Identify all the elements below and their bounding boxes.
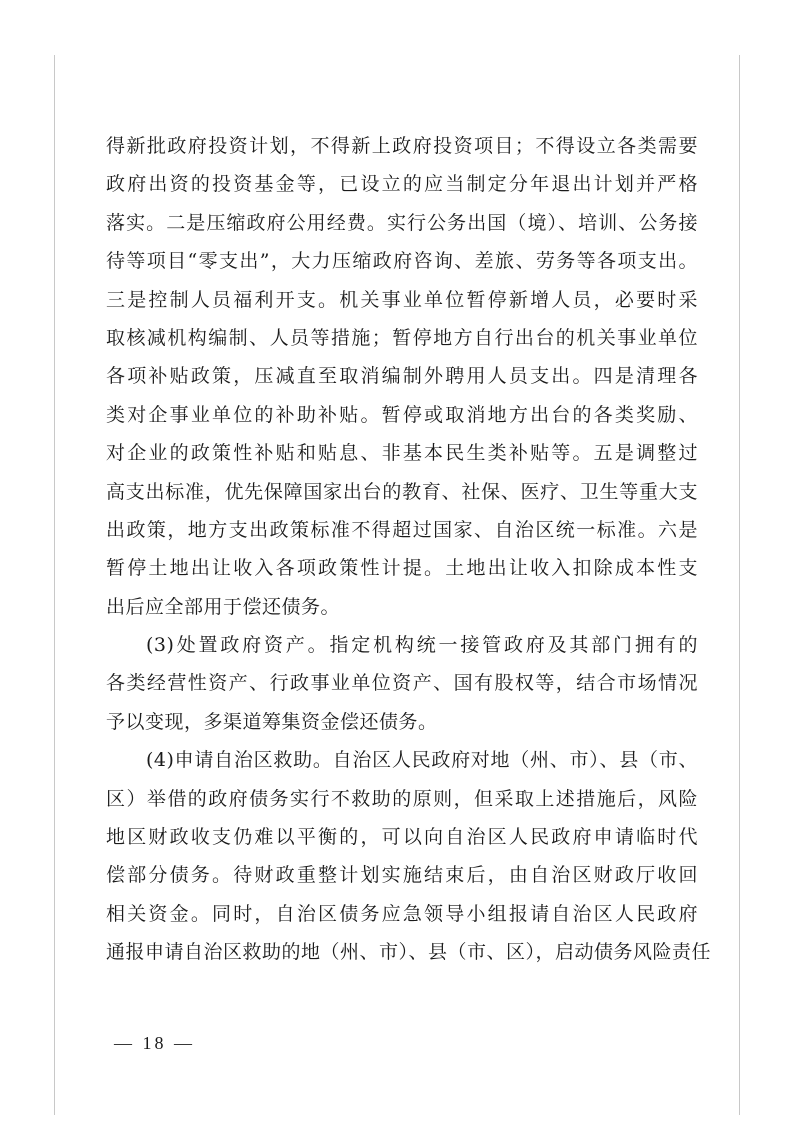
text-line: 各项补贴政策，压减直至取消编制外聘用人员支出。四是清理各: [106, 365, 698, 388]
right-margin-line: [739, 55, 740, 1115]
text-line: 三是控制人员福利开支。机关事业单位暂停新增人员，必要时采: [106, 288, 698, 311]
text-line: 出政策，地方支出政策标准不得超过国家、自治区统一标准。六是: [106, 518, 698, 541]
text-line: 暂停土地出让收入各项政策性计提。土地出让收入扣除成本性支: [106, 557, 698, 580]
left-margin-line: [54, 55, 55, 1115]
text-line: 出后应全部用于偿还债务。: [106, 595, 341, 618]
page-number: — 18 —: [114, 1033, 195, 1053]
text-line: 地区财政收支仍难以平衡的，可以向自治区人民政府申请临时代: [106, 826, 698, 849]
paragraph-start-line: (3)处置政府资产。指定机构统一接管政府及其部门拥有的: [146, 634, 698, 657]
document-body: [106, 127, 712, 972]
text-line: 高支出标准，优先保障国家出台的教育、社保、医疗、卫生等重大支: [106, 480, 698, 503]
text-line: 政府出资的投资基金等，已设立的应当制定分年退出计划并严格: [106, 173, 698, 196]
text-line: 各类经营性资产、行政事业单位资产、国有股权等，结合市场情况: [106, 672, 698, 695]
paragraph-start-line: (4)申请自治区救助。自治区人民政府对地（州、市）、县（市、: [146, 749, 698, 772]
text-line: 得新批政府投资计划，不得新上政府投资项目；不得设立各类需要: [106, 135, 698, 157]
text-line: 偿部分债务。待财政重整计划实施结束后，由自治区财政厅收回: [106, 864, 698, 887]
text-line: 取核减机构编制、人员等措施；暂停地方自行出台的机关事业单位: [106, 326, 698, 349]
text-line: 相关资金。同时，自治区债务应急领导小组报请自治区人民政府: [106, 902, 698, 925]
text-line: 区）举借的政府债务实行不救助的原则，但采取上述措施后，风险: [106, 787, 698, 810]
text-line: 对企业的政策性补贴和贴息、非基本民生类补贴等。五是调整过: [106, 442, 698, 465]
text-line: 类对企事业单位的补助补贴。暂停或取消地方出台的各类奖励、: [106, 403, 698, 426]
text-line: 待等项目“零支出”，大力压缩政府咨询、差旅、劳务等各项支出。: [106, 250, 698, 273]
text-line: 落实。二是压缩政府公用经费。实行公务出国（境）、培训、公务接: [106, 211, 698, 234]
text-line: 予以变现，多渠道筹集资金偿还债务。: [106, 710, 438, 733]
text-line: 通报申请自治区救助的地（州、市）、县（市、区），启动债务风险责任: [106, 941, 712, 964]
